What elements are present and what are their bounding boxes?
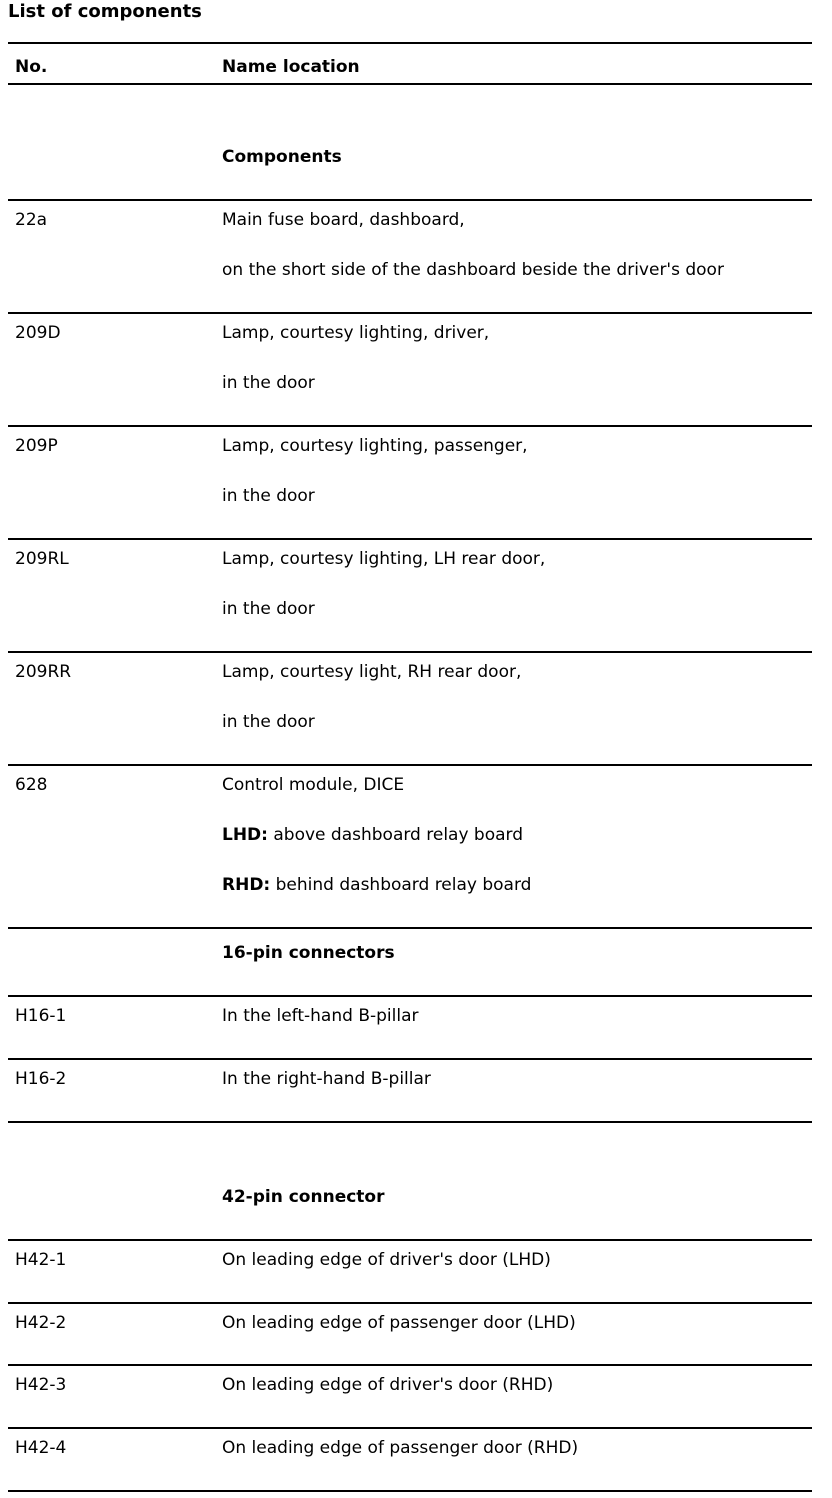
row-divider	[8, 425, 812, 427]
row-divider	[8, 312, 812, 314]
component-location: in the door	[222, 712, 315, 732]
section-heading-42-pin-connector: 42-pin connector	[222, 1187, 385, 1207]
component-name: Lamp, courtesy light, RH rear door,	[222, 662, 522, 682]
rhd-label: RHD:	[222, 875, 271, 895]
row-divider	[8, 1364, 812, 1366]
component-location: On leading edge of passenger door (RHD)	[222, 1438, 579, 1458]
component-location: On leading edge of passenger door (LHD)	[222, 1313, 576, 1333]
component-name: Control module, DICE	[222, 775, 405, 795]
component-location: On leading edge of driver's door (RHD)	[222, 1375, 554, 1395]
component-name: Lamp, courtesy lighting, LH rear door,	[222, 549, 546, 569]
row-divider	[8, 927, 812, 929]
row-divider	[8, 538, 812, 540]
component-location: In the left-hand B-pillar	[222, 1006, 419, 1026]
component-number: 628	[15, 775, 48, 795]
row-divider	[8, 1121, 812, 1123]
component-number: 209RR	[15, 662, 72, 682]
row-divider	[8, 199, 812, 201]
component-location: in the door	[222, 373, 315, 393]
component-name: Lamp, courtesy lighting, driver,	[222, 323, 490, 343]
row-divider	[8, 995, 812, 997]
component-number: H16-1	[15, 1006, 67, 1026]
component-location: on the short side of the dashboard beside the driver's door	[222, 260, 724, 280]
rhd-location-text: behind dashboard relay board	[270, 875, 532, 895]
component-number: 209D	[15, 323, 61, 343]
component-number: 22a	[15, 210, 48, 230]
header-bottom-rule	[8, 83, 812, 85]
component-name: Main fuse board, dashboard,	[222, 210, 465, 230]
section-heading-components: Components	[222, 147, 342, 167]
component-number: 209P	[15, 436, 58, 456]
component-number: H42-2	[15, 1313, 67, 1333]
lhd-label: LHD:	[222, 825, 268, 845]
lhd-location-text: above dashboard relay board	[267, 825, 524, 845]
row-divider	[8, 1058, 812, 1060]
row-divider	[8, 651, 812, 653]
table-bottom-rule	[8, 1490, 812, 1492]
component-name: Lamp, courtesy lighting, passenger,	[222, 436, 528, 456]
component-number: H42-1	[15, 1250, 67, 1270]
row-divider	[8, 1302, 812, 1304]
component-number: 209RL	[15, 549, 69, 569]
component-number: H42-4	[15, 1438, 67, 1458]
lhd-location	[222, 824, 523, 846]
component-location: in the door	[222, 599, 315, 619]
section-heading-16-pin-connectors: 16-pin connectors	[222, 943, 395, 963]
component-location: On leading edge of driver's door (LHD)	[222, 1250, 551, 1270]
row-divider	[8, 1427, 812, 1429]
component-location: in the door	[222, 486, 315, 506]
component-location: In the right-hand B-pillar	[222, 1069, 431, 1089]
document-title: List of components	[8, 1, 202, 22]
component-number: H42-3	[15, 1375, 67, 1395]
column-header-name-location: Name location	[222, 57, 360, 77]
table-top-rule	[8, 42, 812, 44]
column-header-no: No.	[15, 57, 48, 77]
rhd-location	[222, 874, 531, 896]
row-divider	[8, 1239, 812, 1241]
component-number: H16-2	[15, 1069, 67, 1089]
row-divider	[8, 764, 812, 766]
